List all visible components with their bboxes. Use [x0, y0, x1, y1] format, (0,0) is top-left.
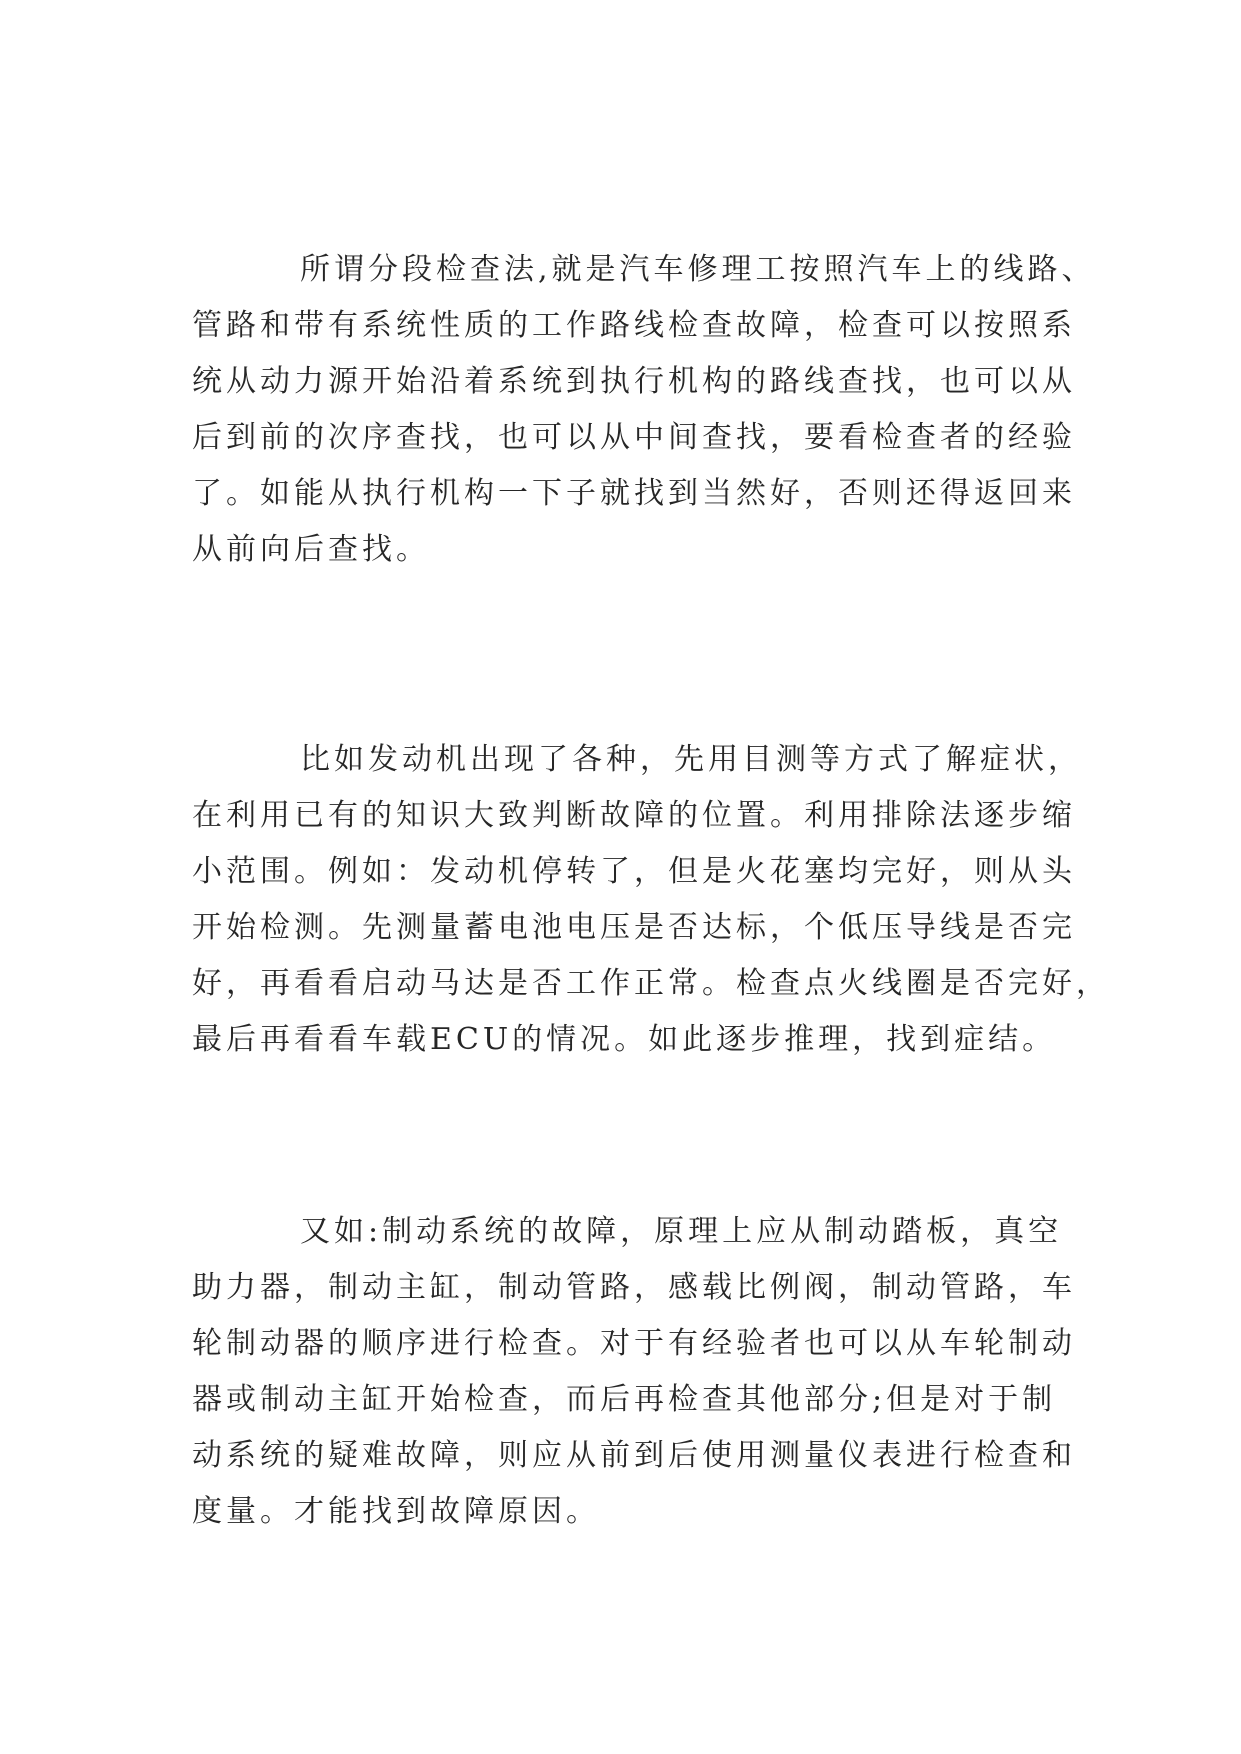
paragraph-line: 又如:制动系统的故障，原理上应从制动踏板，真空 [300, 1214, 1063, 1249]
paragraph-line: 小范围。例如：发动机停转了，但是火花塞均完好，则从头 [192, 854, 1076, 889]
paragraph-line: 统从动力源开始沿着系统到执行机构的路线查找，也可以从 [192, 364, 1076, 399]
paragraph-engine-example [0, 740, 1241, 1140]
paragraph-line: 管路和带有系统性质的工作路线检查故障，检查可以按照系 [192, 308, 1076, 343]
paragraph-line: 开始检测。先测量蓄电池电压是否达标，个低压导线是否完 [192, 910, 1076, 945]
paragraph-line: 好，再看看启动马达是否工作正常。检查点火线圈是否完好， [192, 966, 1110, 1001]
paragraph-line: 在利用已有的知识大致判断故障的位置。利用排除法逐步缩 [192, 798, 1076, 833]
paragraph-line: 轮制动器的顺序进行检查。对于有经验者也可以从车轮制动 [192, 1326, 1076, 1361]
paragraph-line: 度量。才能找到故障原因。 [192, 1494, 600, 1529]
paragraph-line: 比如发动机出现了各种，先用目测等方式了解症状， [300, 742, 1082, 777]
paragraph-line: 所谓分段检查法,就是汽车修理工按照汽车上的线路、 [300, 252, 1096, 287]
paragraph-line: 助力器，制动主缸，制动管路，感载比例阀，制动管路，车 [192, 1270, 1076, 1305]
paragraph-line: 器或制动主缸开始检查，而后再检查其他部分;但是对于制 [192, 1382, 1057, 1417]
paragraph-segment-inspection [0, 250, 1241, 650]
paragraph-line: 后到前的次序查找，也可以从中间查找，要看检查者的经验 [192, 420, 1076, 455]
paragraph-line: 动系统的疑难故障，则应从前到后使用测量仪表进行检查和 [192, 1438, 1076, 1473]
paragraph-line: 了。如能从执行机构一下子就找到当然好，否则还得返回来 [192, 476, 1076, 511]
paragraph-brake-example [0, 1212, 1241, 1612]
paragraph-line: 最后再看看车载ECU的情况。如此逐步推理，找到症结。 [192, 1022, 1057, 1057]
paragraph-line: 从前向后查找。 [192, 532, 430, 567]
